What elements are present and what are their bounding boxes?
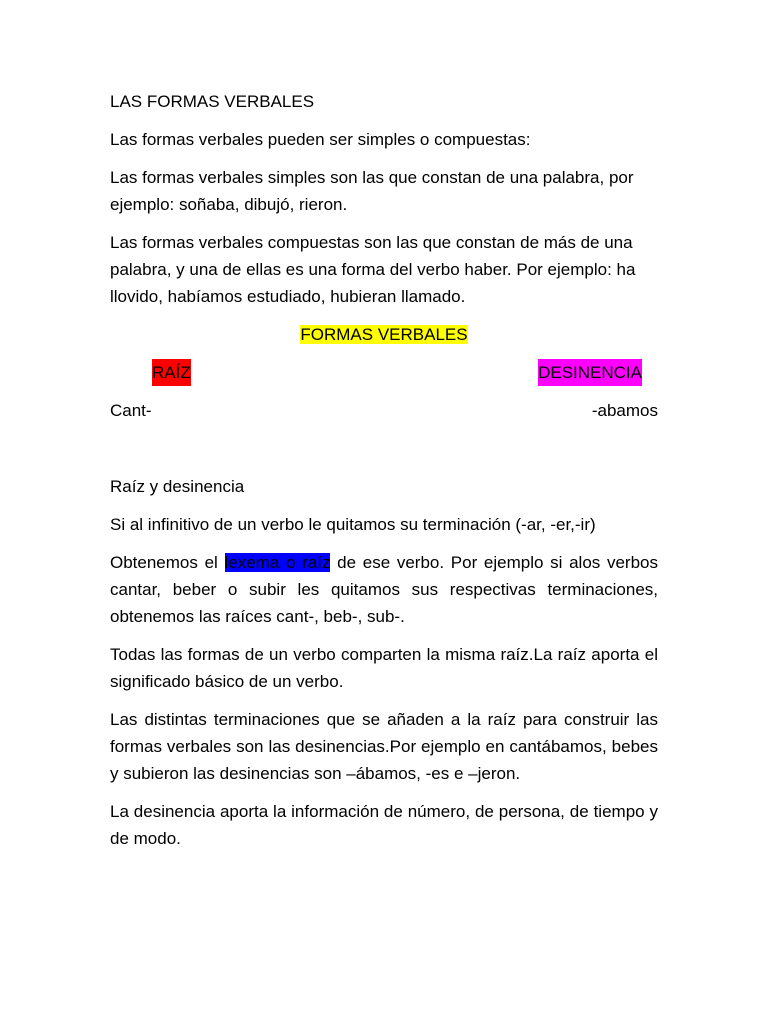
- lexema-text-after: de ese verbo. Por ejemplo si alos verbos cantar, beber o subir les quitamos sus respectivas terminaciones, obtenemos las raíces cant-, beb-, sub-.: [110, 553, 659, 626]
- paragraph-raiz-meaning: Todas las formas de un verbo comparten la misma raíz.La raíz aporta el significado básico de un verbo.: [110, 645, 658, 691]
- diagram-examples-row: [110, 397, 658, 424]
- raiz-label: RAÍZ: [152, 359, 191, 386]
- paragraph-desinencia-info: La desinencia aporta la información de número, de persona, de tiempo y de modo.: [110, 802, 658, 848]
- raiz-example: Cant-: [110, 401, 152, 420]
- diagram-labels-row: [110, 359, 658, 386]
- spacer: [110, 435, 658, 473]
- lexema-text-before: Obtenemos el: [110, 553, 225, 572]
- paragraph-simple-forms: Las formas verbales simples son las que constan de una palabra, por ejemplo: soñaba, dibujó, rieron.: [110, 168, 634, 214]
- lexema-highlight: lexema o raíz: [224, 553, 331, 572]
- section-subtitle: Raíz y desinencia: [110, 477, 245, 496]
- document-page: [110, 88, 658, 863]
- paragraph-intro: Las formas verbales pueden ser simples o compuestas:: [110, 130, 531, 149]
- paragraph-infinitive: Si al infinitivo de un verbo le quitamos su terminación (-ar, -er,-ir): [110, 515, 596, 534]
- desinencia-label: DESINENCIA: [538, 359, 642, 386]
- document-title: LAS FORMAS VERBALES: [110, 92, 315, 111]
- diagram-heading-row: [110, 321, 658, 348]
- diagram-heading: FORMAS VERBALES: [300, 325, 468, 344]
- desinencia-example: -abamos: [591, 401, 658, 420]
- paragraph-desinencias: Las distintas terminaciones que se añaden a la raíz para construir las formas verbales son las desinencias.Por ejemplo en cantábamos, bebes y subieron las desinencias son –ábamos, -es e –jeron.: [110, 710, 658, 783]
- paragraph-lexema: [110, 549, 658, 630]
- paragraph-compound-forms: Las formas verbales compuestas son las que constan de más de una palabra, y una de ellas es una forma del verbo haber. Por ejemplo: ha llovido, habíamos estudiado, hubieran llamado.: [110, 233, 636, 306]
